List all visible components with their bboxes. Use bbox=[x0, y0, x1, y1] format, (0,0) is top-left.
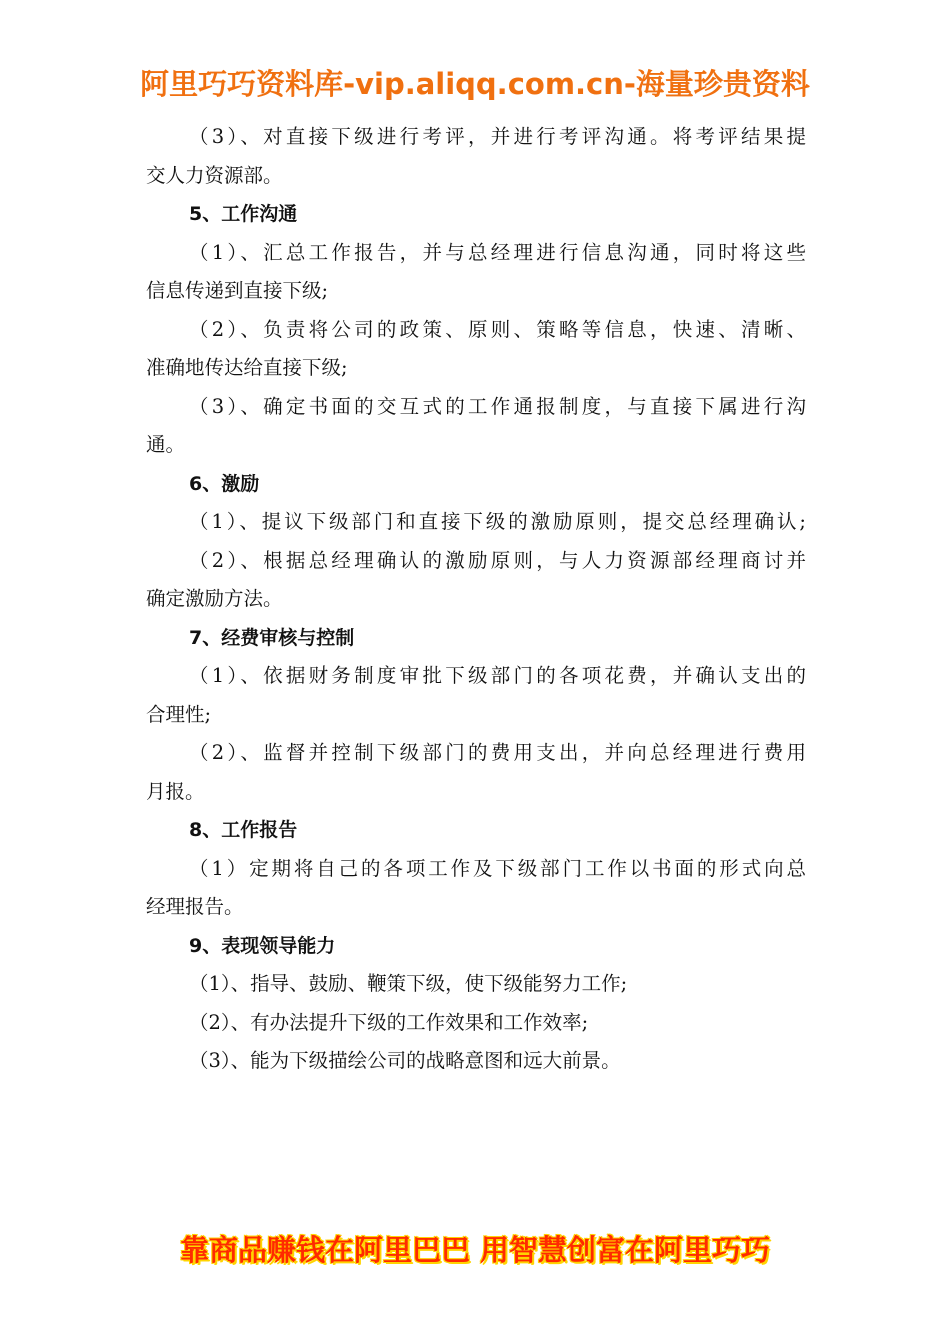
paragraph-line: 合理性; bbox=[146, 702, 212, 726]
paragraph-line: （1）、指导、鼓励、鞭策下级，使下级能努力工作; bbox=[189, 972, 628, 995]
paragraph-line: （1）、依据财务制度审批下级部门的各项花费，并确认支出的 bbox=[189, 664, 806, 687]
section-heading: 8、工作报告 bbox=[189, 819, 298, 841]
document-body bbox=[146, 118, 806, 1081]
paragraph-line: 准确地传达给直接下级; bbox=[146, 356, 348, 379]
footer-banner: 靠商品赚钱在阿里巴巴 用智慧创富在阿里巧巧 bbox=[179, 1233, 771, 1267]
section-heading: 5、工作沟通 bbox=[189, 203, 298, 225]
paragraph-line: （3）、对直接下级进行考评，并进行考评沟通。将考评结果提 bbox=[189, 125, 806, 148]
section-heading: 9、表现领导能力 bbox=[189, 934, 336, 957]
paragraph-line: （1）定期将自己的各项工作及下级部门工作以书面的形式向总 bbox=[189, 856, 806, 880]
section-heading: 7、经费审核与控制 bbox=[189, 626, 355, 649]
paragraph-line: 确定激励方法。 bbox=[146, 587, 283, 610]
section-heading: 6、激励 bbox=[189, 472, 260, 495]
paragraph-line: 月报。 bbox=[146, 779, 205, 803]
paragraph-line: （1）、提议下级部门和直接下级的激励原则，提交总经理确认; bbox=[189, 510, 806, 533]
paragraph-line: （2）、负责将公司的政策、原则、策略等信息，快速、清晰、 bbox=[189, 317, 806, 341]
paragraph-line: 交人力资源部。 bbox=[146, 163, 283, 187]
paragraph-line: （2）、有办法提升下级的工作效果和工作效率; bbox=[189, 1010, 589, 1034]
paragraph-line: 信息传递到直接下级; bbox=[146, 279, 329, 302]
paragraph-line: 经理报告。 bbox=[146, 895, 244, 918]
paragraph-line: （3）、能为下级描绘公司的战略意图和远大前景。 bbox=[189, 1049, 621, 1072]
paragraph-line: （1）、汇总工作报告，并与总经理进行信息沟通，同时将这些 bbox=[189, 240, 806, 264]
paragraph-line: （2）、监督并控制下级部门的费用支出，并向总经理进行费用 bbox=[189, 741, 806, 764]
paragraph-line: （3）、确定书面的交互式的工作通报制度，与直接下属进行沟 bbox=[189, 394, 806, 418]
paragraph-line: （2）、根据总经理确认的激励原则，与人力资源部经理商讨并 bbox=[189, 548, 806, 572]
header-banner: 阿里巧巧资料库-vip.aliqq.com.cn-海量珍贵资料 bbox=[140, 67, 810, 101]
paragraph-line: 通。 bbox=[146, 433, 186, 456]
